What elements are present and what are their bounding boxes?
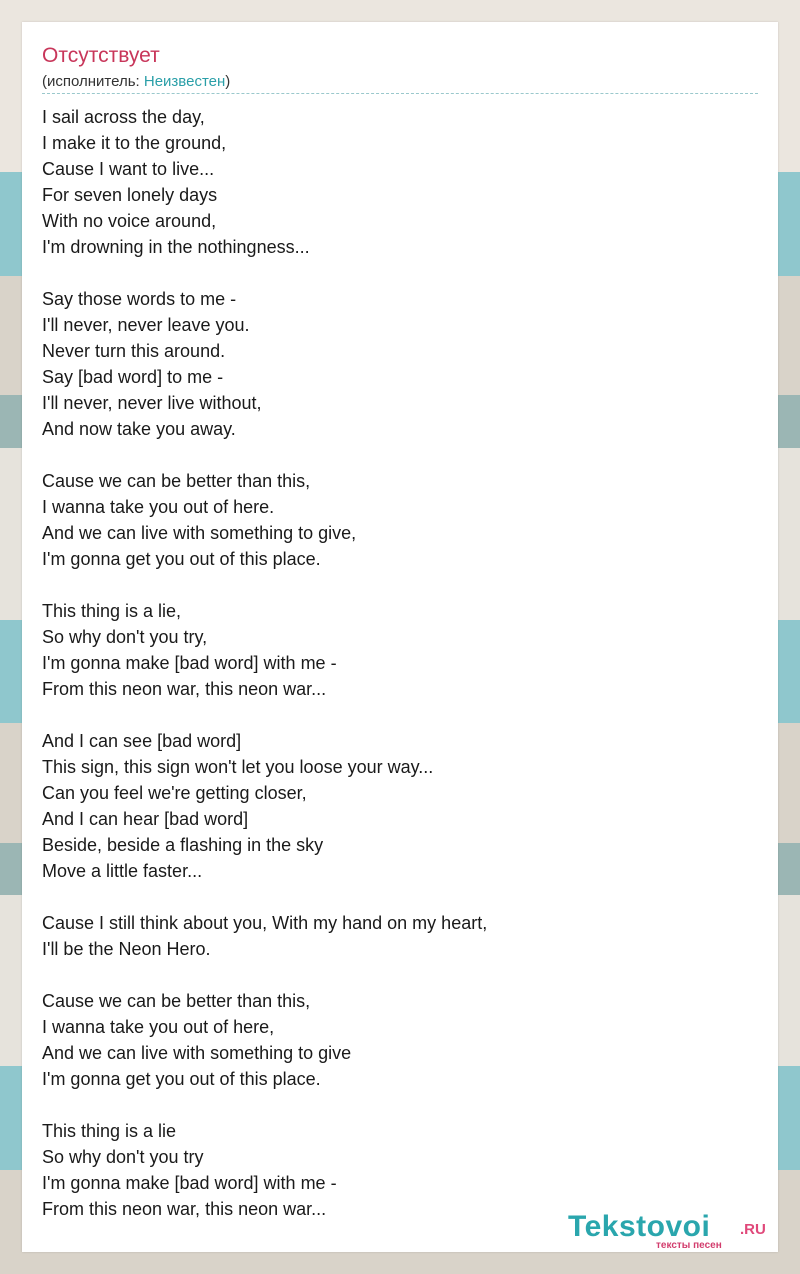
lyric-blank-line	[42, 962, 758, 988]
lyric-line: I'll be the Neon Hero.	[42, 939, 211, 959]
lyric-line: I'm gonna get you out of this place.	[42, 549, 321, 569]
lyric-blank-line	[42, 442, 758, 468]
lyric-line: Move a little faster...	[42, 861, 203, 881]
lyric-line: Say [bad word] to me -	[42, 367, 224, 387]
lyric-line: I'm gonna get you out of this place.	[42, 1069, 321, 1089]
lyric-line: And we can live with something to give	[42, 1043, 352, 1063]
lyric-line: I'm gonna make [bad word] with me -	[42, 1173, 337, 1193]
lyric-line: And I can hear [bad word]	[42, 809, 249, 829]
site-logo[interactable]	[568, 1210, 778, 1251]
lyric-line: Cause I still think about you, With my hand on my heart,	[42, 913, 488, 933]
lyric-line: For seven lonely days	[42, 185, 218, 205]
lyric-line: Beside, beside a flashing in the sky	[42, 835, 324, 855]
lyrics-body	[42, 104, 758, 1222]
logo-wordmark: Tekstovoi	[568, 1210, 711, 1243]
lyric-line: This thing is a lie,	[42, 601, 182, 621]
logo-domain: .RU	[740, 1221, 766, 1238]
lyric-line: This thing is a lie	[42, 1121, 177, 1141]
lyric-line: I'm drowning in the nothingness...	[42, 237, 310, 257]
lyric-line: With no voice around,	[42, 211, 217, 231]
lyric-line: Say those words to me -	[42, 289, 237, 309]
lyric-line: And now take you away.	[42, 419, 236, 439]
lyric-line: I wanna take you out of here,	[42, 1017, 275, 1037]
lyric-line: And I can see [bad word]	[42, 731, 242, 751]
lyric-blank-line	[42, 884, 758, 910]
artist-line	[42, 73, 758, 94]
lyrics-card	[22, 22, 778, 1252]
lyric-line: From this neon war, this neon war...	[42, 679, 327, 699]
lyric-blank-line	[42, 572, 758, 598]
logo-tagline: тексты песен	[656, 1240, 722, 1251]
lyric-line: Never turn this around.	[42, 341, 226, 361]
lyric-line: I'm gonna make [bad word] with me -	[42, 653, 337, 673]
lyric-line: So why don't you try	[42, 1147, 204, 1167]
lyric-line: I'll never, never live without,	[42, 393, 262, 413]
artist-suffix: )	[225, 73, 231, 90]
lyric-blank-line	[42, 1092, 758, 1118]
lyric-line: Cause I want to live...	[42, 159, 215, 179]
lyric-line: From this neon war, this neon war...	[42, 1199, 327, 1219]
lyric-line: So why don't you try,	[42, 627, 208, 647]
lyric-line: I'll never, never leave you.	[42, 315, 250, 335]
lyric-line: I make it to the ground,	[42, 133, 227, 153]
lyric-line: This sign, this sign won't let you loose your way...	[42, 757, 434, 777]
artist-link[interactable]: Неизвестен	[143, 73, 226, 90]
artist-prefix: (исполнитель:	[42, 73, 144, 90]
lyric-line: Cause we can be better than this,	[42, 471, 311, 491]
lyric-blank-line	[42, 260, 758, 286]
lyric-blank-line	[42, 702, 758, 728]
lyric-line: I wanna take you out of here.	[42, 497, 275, 517]
lyric-line: Can you feel we're getting closer,	[42, 783, 307, 803]
lyric-line: I sail across the day,	[42, 107, 205, 127]
lyric-line: Cause we can be better than this,	[42, 991, 311, 1011]
song-title: Отсутствует	[42, 44, 160, 67]
lyric-line: And we can live with something to give,	[42, 523, 357, 543]
